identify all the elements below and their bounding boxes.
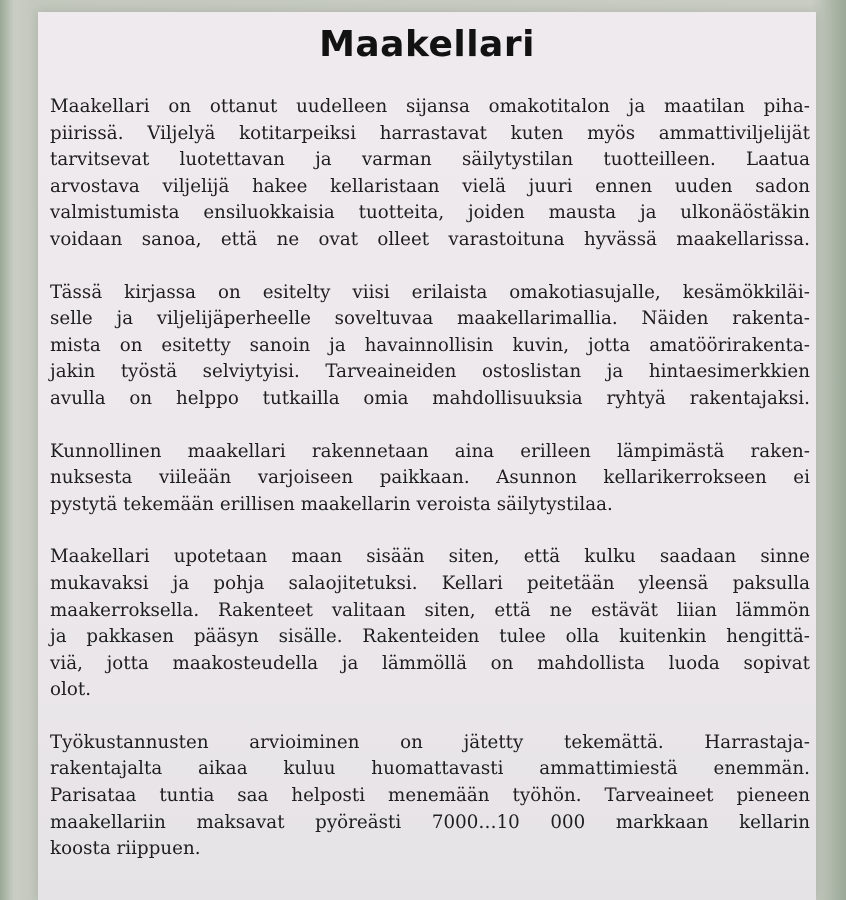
text-line: olot.	[50, 679, 92, 701]
text-line: koosta riippuen.	[50, 838, 201, 860]
page-title: Maakellari	[319, 24, 535, 65]
paragraph	[50, 94, 810, 254]
text-line: Kunnollinen maakellari rakennetaan aina erilleen lämpimästä raken-	[50, 440, 810, 462]
text-line: valmistumista ensiluokkaisia tuotteita, joiden mausta ja ulkonäöstäkin	[50, 202, 810, 224]
text-line: maakellariin maksavat pyöreästi 7000…10 000 markkaan kellarin	[50, 811, 810, 833]
text-line: pystytä tekemään erillisen maakellarin veroista säilytystilaa.	[50, 493, 613, 515]
text-line: mista on esitetty sanoin ja havainnollisin kuvin, jotta amatöörirakenta-	[50, 334, 810, 356]
text-line: Työkustannusten arvioiminen on jätetty tekemättä. Harrastaja-	[50, 731, 810, 753]
body-text	[50, 94, 810, 889]
text-line: Maakellari upotetaan maan sisään siten, että kulku saadaan sinne	[50, 546, 810, 568]
text-line: jakin työstä selviytyisi. Tarveaineiden ostoslistan ja hintaesimerkkien	[50, 361, 810, 383]
text-line: Maakellari on ottanut uudelleen sijansa omakotitalon ja maatilan piha-	[50, 96, 810, 117]
text-line: selle ja viljelijäperheelle soveltuvaa maakellarimallia. Näiden rakenta-	[50, 308, 810, 330]
text-line: avulla on helppo tutkailla omia mahdollisuuksia ryhtyä rakentajaksi.	[50, 387, 810, 409]
book-page	[38, 12, 816, 900]
text-line: voidaan sanoa, että ne ovat olleet varastoituna hyvässä maakellarissa.	[50, 228, 810, 250]
text-line: nuksesta viileään varjoiseen paikkaan. Asunnon kellarikerrokseen ei	[50, 467, 810, 489]
text-line: mukavaksi ja pohja salaojitetuksi. Kellari peitetään yleensä paksulla	[50, 572, 810, 594]
text-line: Parisataa tuntia saa helposti menemään työhön. Tarveaineet pieneen	[50, 785, 810, 807]
text-line: Tässä kirjassa on esitelty viisi erilaista omakotiasujalle, kesämökkiläi-	[50, 281, 810, 303]
text-line: viä, jotta maakosteudella ja lämmöllä on mahdollista luoda sopivat	[50, 652, 810, 674]
paragraph	[50, 280, 810, 413]
text-line: arvostava viljelijä hakee kellaristaan vielä juuri ennen uuden sadon	[50, 175, 810, 197]
paragraph	[50, 730, 810, 863]
text-line: ja pakkasen pääsyn sisälle. Rakenteiden tulee olla kuitenkin hengittä-	[50, 626, 810, 648]
text-line: tarvitsevat luotettavan ja varman säilytystilan tuotteilleen. Laatua	[50, 149, 810, 171]
text-line: rakentajalta aikaa kuluu huomattavasti ammattimiestä enemmän.	[50, 758, 810, 780]
paragraph	[50, 544, 810, 704]
text-line: piirissä. Viljelyä kotitarpeiksi harrastavat kuten myös ammattiviljelijät	[50, 122, 810, 144]
paragraph	[50, 439, 810, 519]
text-line: maakerroksella. Rakenteet valitaan siten, että ne estävät liian lämmön	[50, 599, 810, 621]
